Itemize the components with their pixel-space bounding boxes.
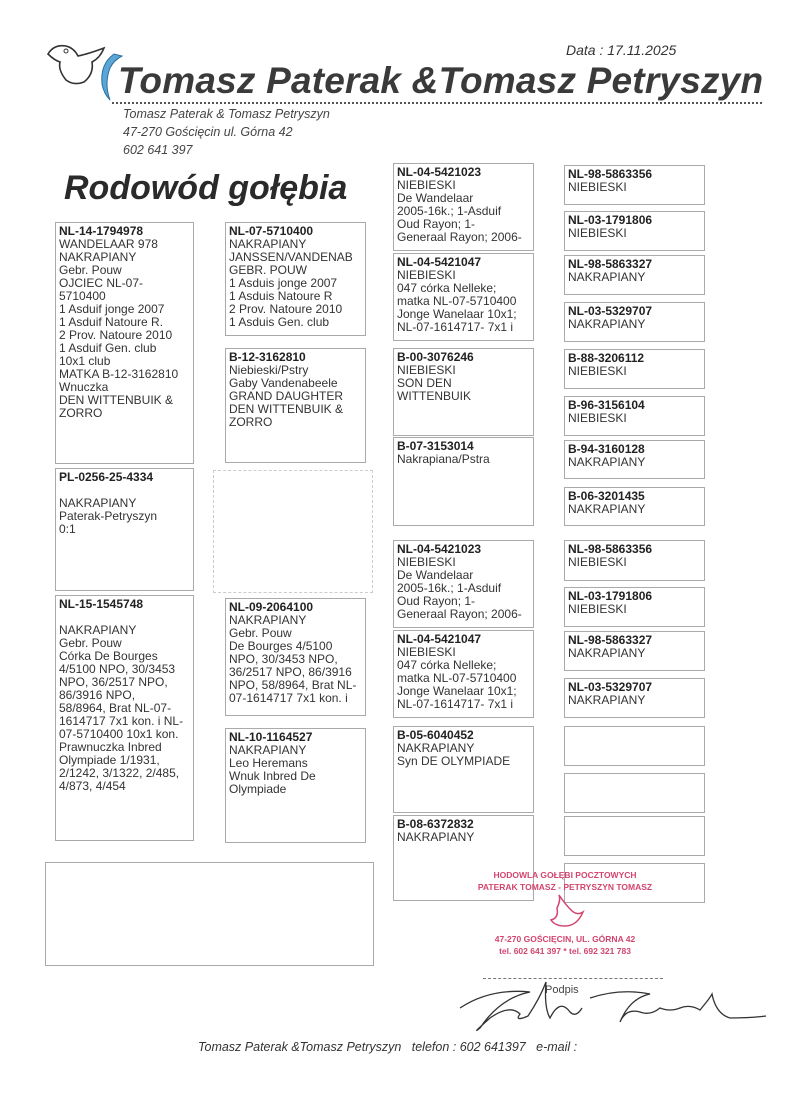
ring-number: B-00-3076246 [397,350,474,364]
pigeon-detail: 047 córka Nelleke; [397,658,497,672]
owner-phone: 602 641 397 [123,143,193,157]
pigeon-card [564,440,705,479]
ring-number: NL-14-1794978 [59,224,144,238]
pigeon-detail: matka NL-07-5710400 [397,294,517,308]
pigeon-detail: GRAND DAUGHTER [229,389,344,403]
pigeon-detail: NIEBIESKI [397,645,456,659]
ring-number: NL-03-1791806 [568,213,653,227]
pigeon-detail: NIEBIESKI [568,411,627,425]
pigeon-detail: 58/8964, Brat NL-07- [59,701,172,715]
stamp-dove-icon [545,894,585,930]
ring-number: NL-04-5421047 [397,255,482,269]
pigeon-card [225,598,366,716]
pigeon-card [564,165,705,205]
pigeon-card [393,540,534,628]
pigeon-detail: Olympiade [229,782,287,796]
pigeon-detail: Wnuk Inbred De [229,769,316,783]
pigeon-detail: 07-5710400 10x1 kon. [59,727,179,741]
pigeon-detail: 4/5100 NPO, 30/3453 [59,662,176,676]
pigeon-detail: NIEBIESKI [568,602,627,616]
pigeon-card [564,396,705,436]
document-title: Rodowód gołębia [64,169,348,207]
pigeon-detail: 2/1242, 3/1322, 2/485, [59,766,180,780]
pigeon-detail: Gaby Vandenabeele [229,376,338,390]
pigeon-detail: 1 Asduif Gen. club [59,341,157,355]
ring-number: B-05-6040452 [397,728,474,742]
ring-number: NL-98-5863356 [568,167,653,181]
ring-number: NL-03-5329707 [568,680,653,694]
pigeon-detail: NPO, 36/2517 NPO, [59,675,168,689]
pigeon-card [564,211,705,251]
ring-number: NL-09-2064100 [229,600,314,614]
pigeon-detail: 1 Asduis jonge 2007 [229,276,338,290]
empty-pigeon-card [45,862,374,966]
pigeon-detail: Gebr. Pouw [59,636,122,650]
pigeon-detail: Oud Rayon; 1- [397,217,476,231]
pigeon-detail: Gebr. Pouw [59,263,122,277]
pigeon-detail: 1 Asduif jonge 2007 [59,302,165,316]
pigeon-detail: Leo Heremans [229,756,308,770]
pigeon-card [564,540,705,581]
pigeon-detail: NAKRAPIANY [229,743,307,757]
pigeon-detail: GEBR. POUW [229,263,308,277]
ring-number: B-94-3160128 [568,442,645,456]
pigeon-detail: Córka De Bourges [59,649,158,663]
pigeon-detail: DEN WITTENBUIK & [229,402,344,416]
pigeon-detail: NPO, 58/8964, Brat NL- [229,678,357,692]
pigeon-card [393,726,534,813]
pigeon-card [564,255,705,295]
ring-number: NL-15-1545748 [59,597,144,611]
pigeon-card [564,302,705,342]
stamp-line-2: PATERAK TOMASZ - PETRYSZYN TOMASZ [477,882,653,892]
pigeon-detail: NIEBIESKI [568,364,627,378]
pigeon-detail: NIEBIESKI [397,178,456,192]
pigeon-detail: 1 Asduif Natoure R. [59,315,164,329]
footer-contact: Tomasz Paterak &Tomasz Petryszyn telefon : 602 641397 e-mail : [198,1040,578,1054]
pigeon-detail: Paterak-Petryszyn [59,509,158,523]
pigeon-card [564,587,705,627]
stamp-line-3: 47-270 GOŚCIĘCIN, UL. GÓRNA 42 [494,934,636,944]
ring-number: B-06-3201435 [568,489,645,503]
pigeon-detail: Oud Rayon; 1- [397,594,476,608]
pigeon-card [225,728,366,843]
pigeon-detail: 0:1 [59,522,76,536]
empty-pigeon-card [213,470,373,593]
pigeon-detail: 047 córka Nelleke; [397,281,497,295]
pigeon-card [55,222,194,464]
pigeon-detail: 2005-16k.; 1-Asduif [397,581,502,595]
pigeon-detail: NAKRAPIANY [568,502,646,516]
pigeon-detail: NIEBIESKI [568,555,627,569]
pigeon-detail: ZORRO [229,415,273,429]
ring-number: NL-98-5863327 [568,633,653,647]
breeder-brand-title: Tomasz Paterak &Tomasz Petryszyn [118,60,764,101]
handwritten-signature [450,978,770,1043]
pigeon-detail: NIEBIESKI [397,363,456,377]
pigeon-detail: WANDELAAR 978 [59,237,158,251]
pigeon-detail: De Wandelaar [397,191,474,205]
pigeon-detail: De Wandelaar [397,568,474,582]
pigeon-detail: 5710400 [59,289,106,303]
pigeon-detail: OJCIEC NL-07- [59,276,144,290]
pigeon-card [564,487,705,526]
ring-number: NL-98-5863327 [568,257,653,271]
pigeon-detail: NIEBIESKI [568,180,627,194]
ring-number: B-88-3206112 [568,351,645,365]
ring-number: NL-04-5421023 [397,542,482,556]
pigeon-detail: De Bourges 4/5100 [229,639,333,653]
pigeon-detail: Syn DE OLYMPIADE [397,754,511,768]
pigeon-detail: NAKRAPIANY [568,693,646,707]
pigeon-detail: 4/873, 4/454 [59,779,126,793]
pigeon-detail: NAKRAPIANY [568,317,646,331]
pigeon-detail: ZORRO [59,406,103,420]
pigeon-detail: 2 Prov. Natoure 2010 [229,302,343,316]
pigeon-detail: NL-07-1614717- 7x1 i [397,320,514,334]
pigeon-detail: NPO, 30/3453 NPO, [229,652,338,666]
pigeon-card [393,253,534,341]
pigeon-card [393,348,534,436]
pigeon-detail: Gebr. Pouw [229,626,292,640]
ring-number: NL-10-1164527 [229,730,313,744]
ring-number: NL-07-5710400 [229,224,314,238]
pigeon-detail: NAKRAPIANY [229,237,307,251]
ring-number: NL-98-5863356 [568,542,653,556]
pigeon-detail: Jonge Wanelaar 10x1; [397,307,517,321]
pigeon-card [55,595,194,841]
pigeon-detail: NAKRAPIANY [397,741,475,755]
pigeon-detail: NAKRAPIANY [229,613,307,627]
pigeon-detail: 07-1614717 7x1 kon. i [229,691,348,705]
ring-number: PL-0256-25-4334 [59,470,154,484]
pigeon-detail: Wnuczka [59,380,109,394]
ring-number: B-08-6372832 [397,817,474,831]
pigeon-detail: MATKA B-12-3162810 [59,367,179,381]
signature-label: Podpis [545,984,579,996]
empty-pigeon-card [564,773,705,813]
pigeon-detail: matka NL-07-5710400 [397,671,517,685]
ring-number: NL-03-1791806 [568,589,653,603]
pigeon-detail: Olympiade 1/1931, [59,753,160,767]
pigeon-card [55,468,194,591]
pigeon-detail: NAKRAPIANY [568,455,646,469]
pigeon-detail: 10x1 club [59,354,111,368]
owner-name: Tomasz Paterak & Tomasz Petryszyn [123,107,330,121]
ring-number: NL-04-5421023 [397,165,482,179]
ring-number: NL-03-5329707 [568,304,653,318]
pigeon-detail: NAKRAPIANY [59,250,137,264]
pigeon-detail: Niebieski/Pstry [229,363,309,377]
ring-number: NL-04-5421047 [397,632,482,646]
pigeon-card [393,630,534,718]
empty-pigeon-card [564,816,705,856]
empty-pigeon-card [564,726,705,766]
pigeon-detail: Jonge Wanelaar 10x1; [397,684,517,698]
pigeon-detail: WITTENBUIK [397,389,471,403]
pigeon-card [393,163,534,251]
pigeon-detail: JANSSEN/VANDENAB [229,250,353,264]
pigeon-card [564,631,705,671]
ring-number: B-07-3153014 [397,439,474,453]
pigeon-card [225,348,366,463]
pigeon-detail: DEN WITTENBUIK & [59,393,174,407]
owner-address: 47-270 Gościęcin ul. Górna 42 [123,125,293,139]
pigeon-detail: NAKRAPIANY [59,623,137,637]
pigeon-detail: NAKRAPIANY [568,270,646,284]
pigeon-detail: 2005-16k.; 1-Asduif [397,204,502,218]
ring-number: B-12-3162810 [229,350,306,364]
header-divider [112,102,762,104]
pigeon-detail: NAKRAPIANY [568,646,646,660]
ring-number: B-96-3156104 [568,398,645,412]
pigeon-detail: SON DEN [397,376,452,390]
pigeon-card [225,222,366,336]
pigeon-detail: 1 Asduis Gen. club [229,315,330,329]
pigeon-detail: NAKRAPIANY [59,496,137,510]
pigeon-detail: Nakrapiana/Pstra [397,452,490,466]
stamp-line-4: tel. 602 641 397 * tel. 692 321 783 [499,946,631,956]
pigeon-detail: NL-07-1614717- 7x1 i [397,697,514,711]
pigeon-detail: NIEBIESKI [397,555,456,569]
pigeon-detail: 36/2517 NPO, 86/3916 [229,665,352,679]
pigeon-detail: NIEBIESKI [568,226,627,240]
pigeon-detail: Generaal Rayon; 2006- [397,230,522,244]
pigeon-detail: 1614717 7x1 kon. i NL- [59,714,184,728]
stamp-line-1: HODOWLA GOŁĘBI POCZTOWYCH [493,870,637,880]
pigeon-detail: 2 Prov. Natoure 2010 [59,328,173,342]
pigeon-card [393,437,534,526]
document-date: Data : 17.11.2025 [566,42,677,58]
pigeon-card [564,349,705,389]
pigeon-detail: 86/3916 NPO, [59,688,136,702]
pigeon-detail: NIEBIESKI [397,268,456,282]
pigeon-detail: 1 Asduis Natoure R [229,289,333,303]
pigeon-detail: Prawnuczka Inbred [59,740,162,754]
pigeon-card [564,678,705,718]
pigeon-detail: Generaal Rayon; 2006- [397,607,522,621]
pigeon-detail: NAKRAPIANY [397,830,475,844]
